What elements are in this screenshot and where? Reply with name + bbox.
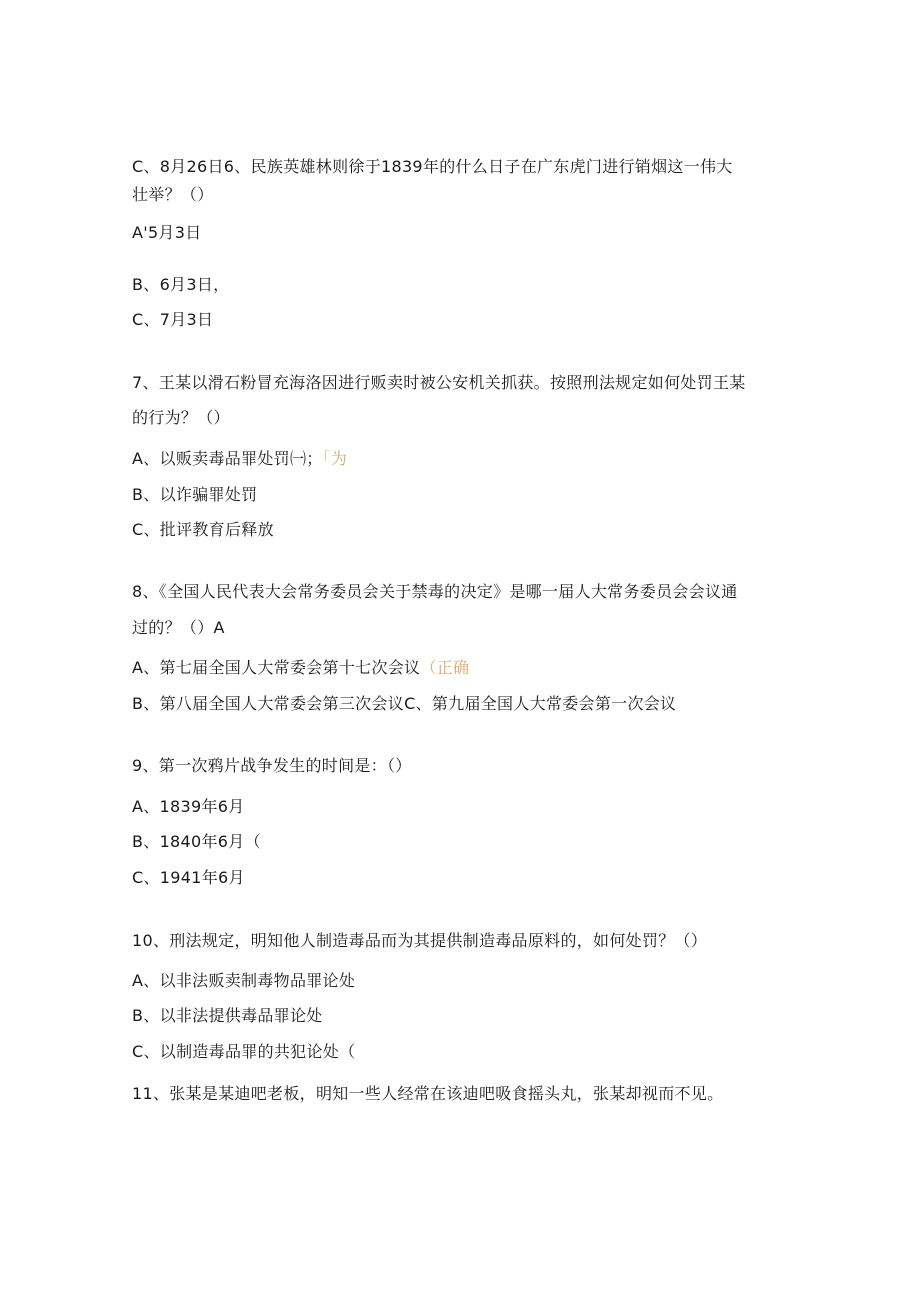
question-6-option-c: C、7月3日 [132, 310, 214, 329]
question-8-option-a [132, 658, 469, 678]
question-8-option-a-annotation: （正确 [420, 658, 470, 677]
question-7-option-a [132, 449, 347, 469]
question-6-line-2: 壮举？（） [132, 185, 214, 204]
question-8-option-b-c: B、第八届全国人大常委会第三次会议C、第九届全国人大常委会第一次会议 [132, 694, 677, 713]
question-9-line-1: 9、第一次鸦片战争发生的时间是：（） [132, 756, 412, 775]
question-7-option-a-text: A、以贩卖毒品罪处罚㈠； [132, 449, 323, 468]
question-8-option-a-text: A、第七届全国人大常委会第十七次会议 [132, 658, 421, 677]
question-10-line-1: 10、刑法规定，明知他人制造毒品而为其提供制造毒品原料的，如何处罚？（） [132, 931, 708, 950]
question-7-option-c: C、批评教育后释放 [132, 520, 274, 539]
question-9-option-b: B、1840年6月（ [132, 832, 261, 851]
question-10-option-b: B、以非法提供毒品罪论处 [132, 1006, 323, 1025]
question-6-line-1: C、8月26日6、民族英雄林则徐于1839年的什么日子在广东虎门进行销烟这一伟大 [132, 157, 733, 176]
question-9-option-c: C、1941年6月 [132, 868, 245, 887]
question-11-line-1: 11、张某是某迪吧老板，明知一些人经常在该迪吧吸食摇头丸，张某却视而不见。 [132, 1084, 724, 1103]
question-6-option-a: A'5月3日 [132, 223, 202, 242]
question-9-option-a: A、1839年6月 [132, 797, 245, 816]
question-10-option-c: C、以制造毒品罪的共犯论处（ [132, 1042, 356, 1061]
question-8-line-2: 过的？（）A [132, 618, 225, 637]
question-6-option-b: B、6月3日， [132, 275, 230, 294]
question-7-option-b: B、以诈骗罪处罚 [132, 485, 258, 504]
question-7-line-1: 7、王某以滑石粉冒充海洛因进行贩卖时被公安机关抓获。按照刑法规定如何处罚王某 [132, 373, 746, 392]
question-8-line-1: 8、《全国人民代表大会常务委员会关于禁毒的决定》是哪一届人大常务委员会会议通 [132, 582, 738, 601]
question-10-option-a: A、以非法贩卖制毒物品罪论处 [132, 971, 356, 990]
question-7-line-2: 的行为？（） [132, 408, 230, 427]
question-7-option-a-annotation: 「为 [322, 449, 348, 468]
